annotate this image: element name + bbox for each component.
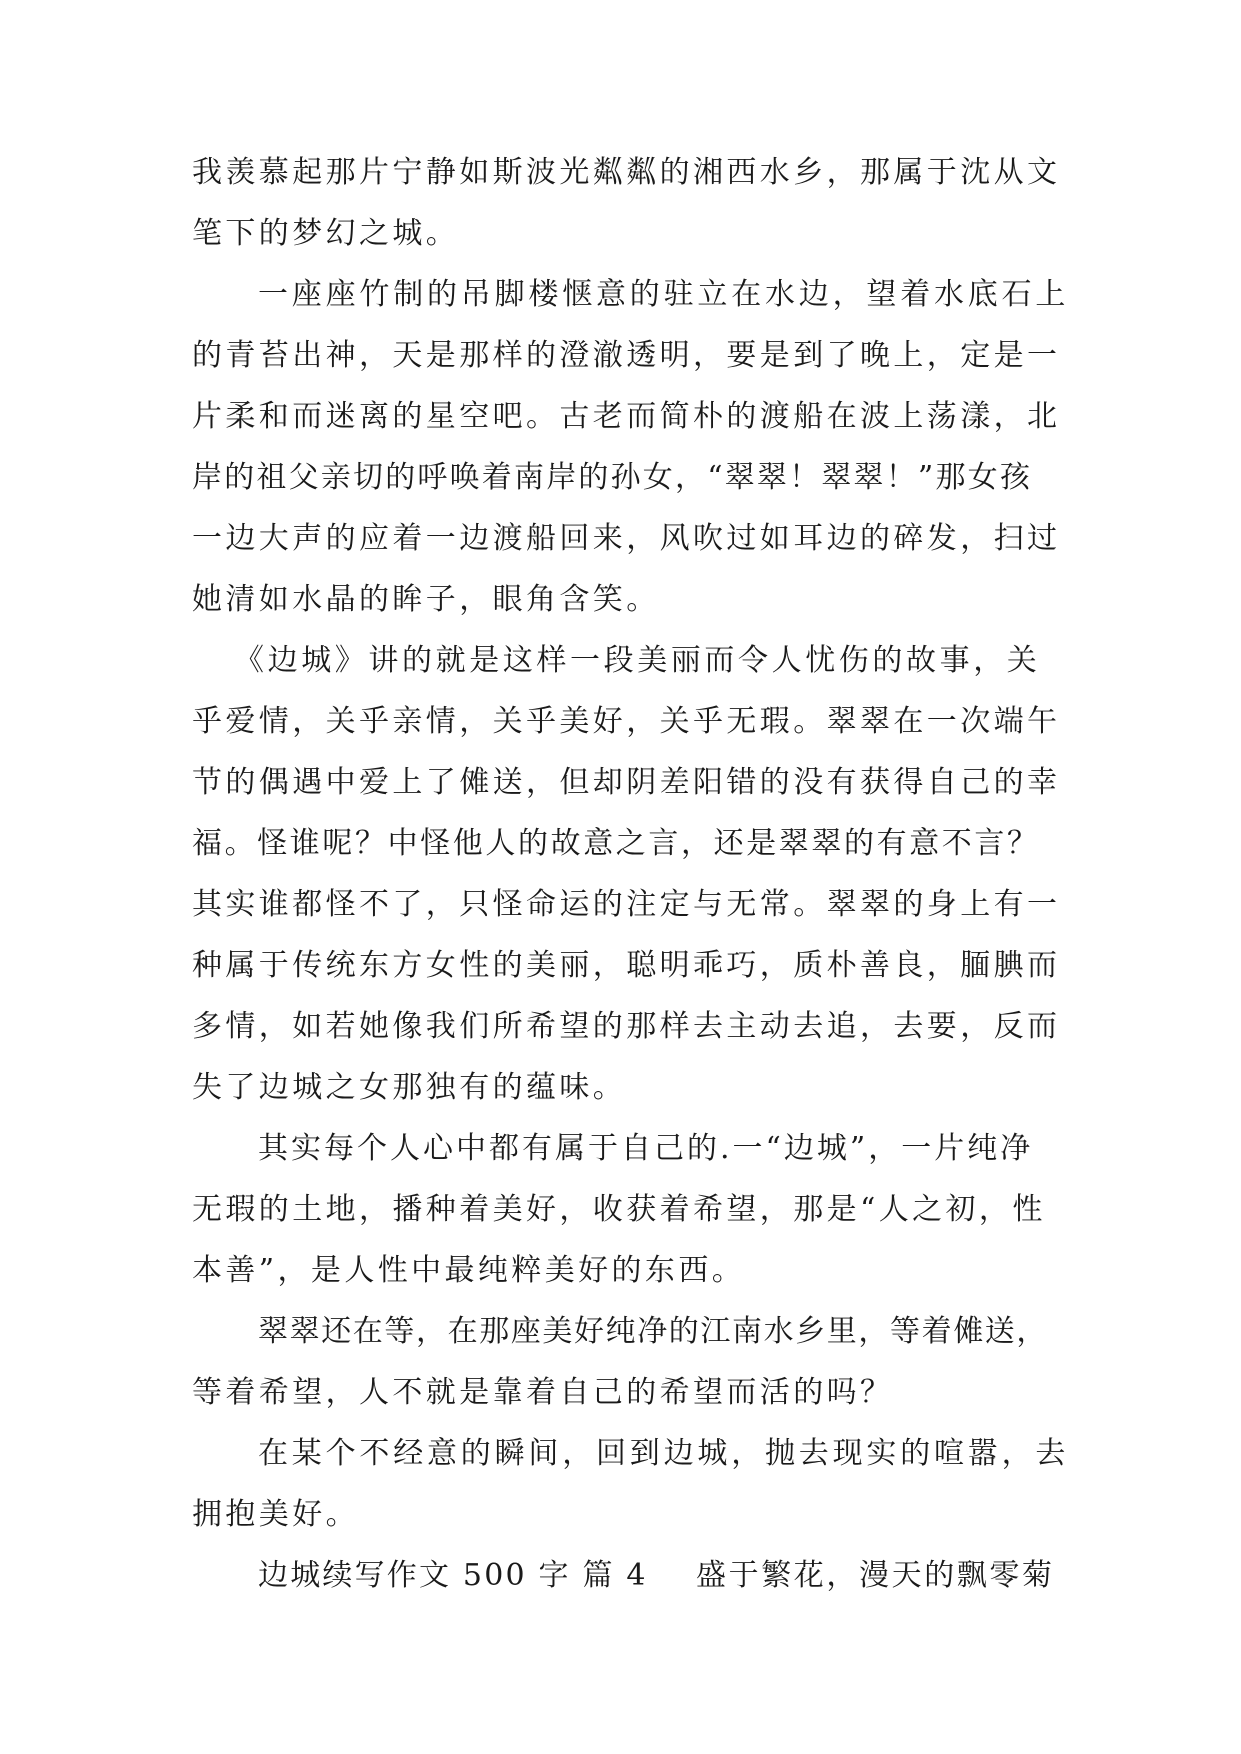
text-line-content: 她清如水晶的眸子，眼角含笑。 bbox=[192, 582, 660, 617]
text-line-content: 笔下的梦幻之城。 bbox=[192, 216, 460, 251]
text-line-content: 多情，如若她像我们所希望的那样去主动去追，去要，反而 bbox=[192, 1009, 1061, 1044]
text-line bbox=[0, 814, 1241, 874]
text-line-content: 其实每个人心中都有属于自己的.一“边城”，一片纯净 bbox=[258, 1131, 1034, 1166]
text-line-content: 盛于繁花，漫天的飘零菊 bbox=[696, 1558, 1055, 1593]
text-line bbox=[0, 1546, 1241, 1606]
section-heading: 边城续写作文 500 字 篇 4 bbox=[258, 1558, 648, 1593]
text-line-content: 在某个不经意的瞬间，回到边城，抛去现实的喧嚣，去 bbox=[258, 1436, 1070, 1471]
text-line bbox=[0, 1424, 1241, 1484]
text-line-content: 等着希望，人不就是靠着自己的希望而活的吗？ bbox=[192, 1375, 894, 1410]
text-line bbox=[0, 1241, 1241, 1301]
text-line bbox=[0, 1363, 1241, 1423]
text-line bbox=[0, 326, 1241, 386]
text-line-content: 其实谁都怪不了，只怪命运的注定与无常。翠翠的身上有一 bbox=[192, 887, 1061, 922]
text-line bbox=[0, 448, 1241, 508]
text-line bbox=[0, 143, 1241, 203]
text-line bbox=[0, 875, 1241, 935]
text-line bbox=[0, 997, 1241, 1057]
text-line bbox=[0, 204, 1241, 264]
text-line-content: 的青苔出神，天是那样的澄澈透明，要是到了晚上，定是一 bbox=[192, 338, 1061, 373]
text-line-content: 福。怪谁呢？中怪他人的故意之言，还是翠翠的有意不言？ bbox=[192, 826, 1040, 861]
text-line-content: 节的偶遇中爱上了傩送，但却阴差阳错的没有获得自己的幸 bbox=[192, 765, 1061, 800]
text-line bbox=[0, 1058, 1241, 1118]
text-line bbox=[0, 1119, 1241, 1179]
text-line bbox=[0, 936, 1241, 996]
text-line-content: 乎爱情，关乎亲情，关乎美好，关乎无瑕。翠翠在一次端午 bbox=[192, 704, 1061, 739]
text-line bbox=[0, 570, 1241, 630]
text-line bbox=[0, 265, 1241, 325]
text-line-content: 拥抱美好。 bbox=[192, 1497, 359, 1532]
text-line-content: 种属于传统东方女性的美丽，聪明乖巧，质朴善良，腼腆而 bbox=[192, 948, 1061, 983]
text-line-content: 本善”，是人性中最纯粹美好的东西。 bbox=[192, 1253, 746, 1288]
text-line-content: 一座座竹制的吊脚楼惬意的驻立在水边，望着水底石上 bbox=[258, 277, 1070, 312]
text-line bbox=[0, 387, 1241, 447]
text-line-content: 《边城》讲的就是这样一段美丽而令人忧伤的故事，关 bbox=[234, 643, 1041, 678]
text-line bbox=[0, 1180, 1241, 1240]
text-line-content: 我羡慕起那片宁静如斯波光粼粼的湘西水乡，那属于沈从文 bbox=[192, 155, 1061, 190]
text-line-content: 失了边城之女那独有的蕴味。 bbox=[192, 1070, 627, 1105]
text-line-content: 无瑕的土地，播种着美好，收获着希望，那是“人之初，性 bbox=[192, 1192, 1046, 1227]
text-line bbox=[0, 631, 1241, 691]
text-line bbox=[0, 692, 1241, 752]
text-line-content: 一边大声的应着一边渡船回来，风吹过如耳边的碎发，扫过 bbox=[192, 521, 1061, 556]
text-line bbox=[0, 1485, 1241, 1545]
text-line-content: 翠翠还在等，在那座美好纯净的江南水乡里，等着傩送， bbox=[258, 1314, 1048, 1349]
text-line-content: 片柔和而迷离的星空吧。古老而简朴的渡船在波上荡漾，北 bbox=[192, 399, 1061, 434]
text-line bbox=[0, 1302, 1241, 1362]
text-line bbox=[0, 509, 1241, 569]
text-line-content: 岸的祖父亲切的呼唤着南岸的孙女，“翠翠！翠翠！”那女孩 bbox=[192, 460, 1033, 495]
text-line bbox=[0, 753, 1241, 813]
